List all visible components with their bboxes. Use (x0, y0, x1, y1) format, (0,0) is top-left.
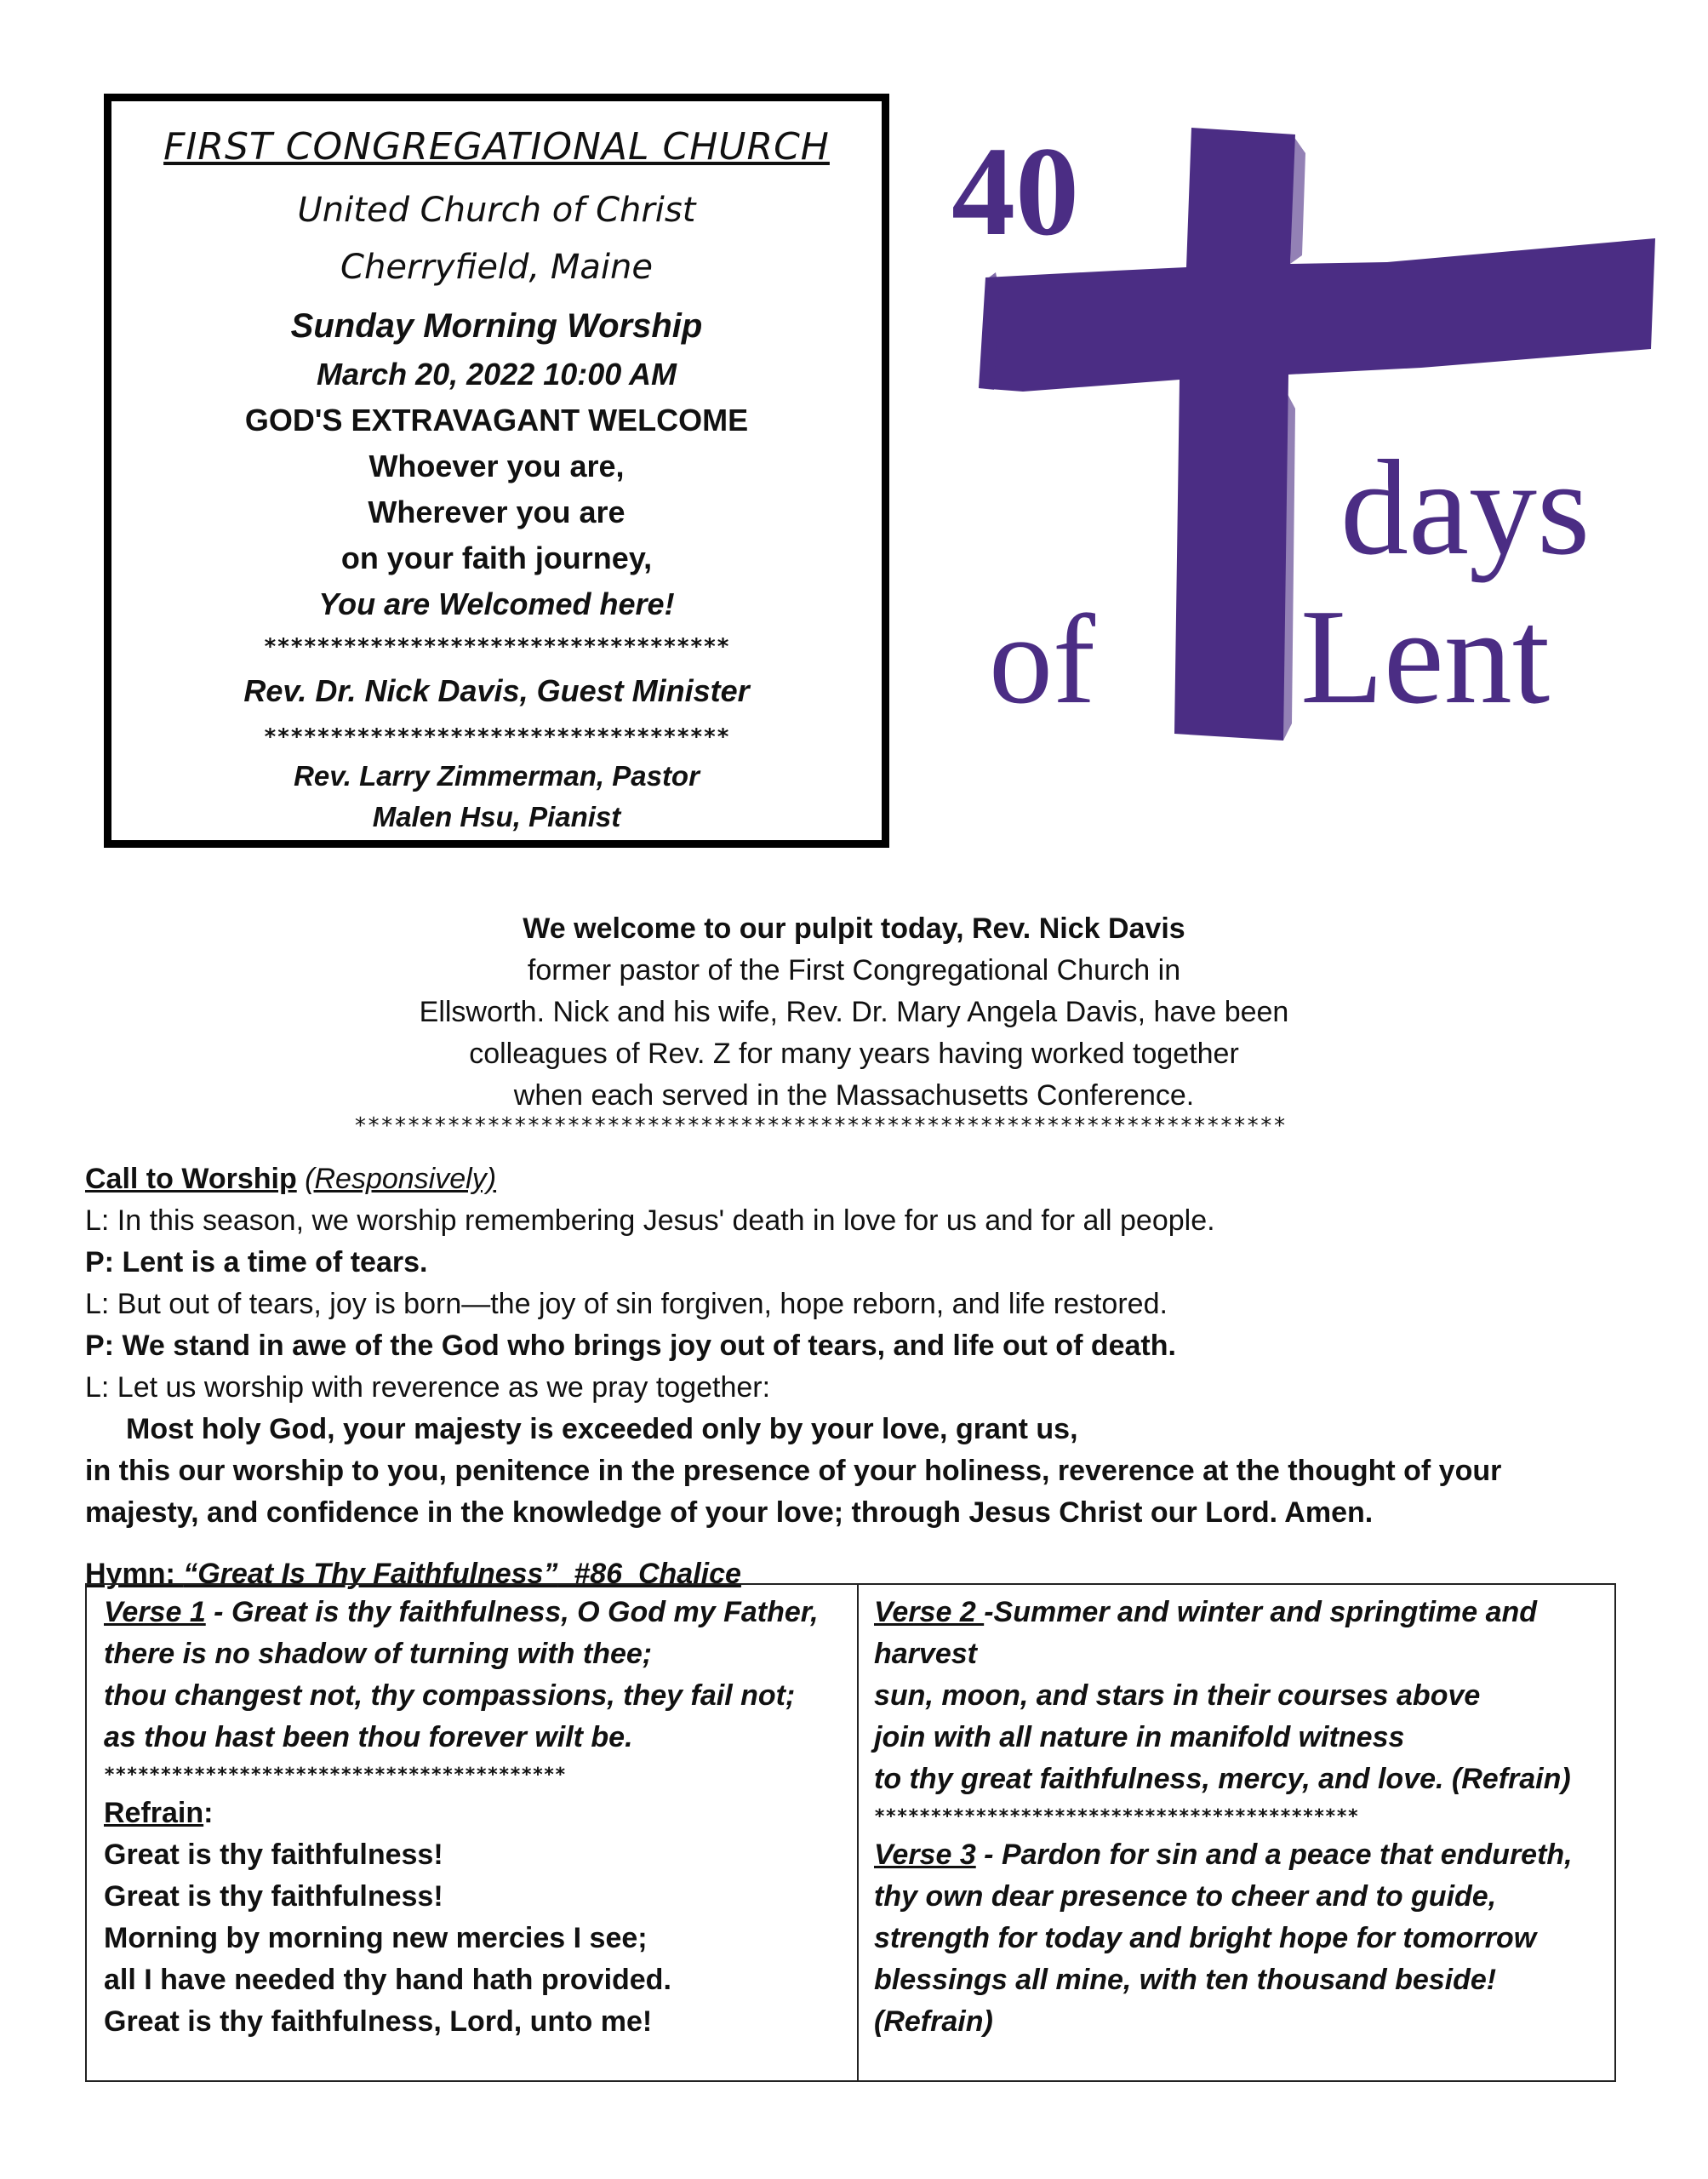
hymn-number: #86 Chalice (557, 1558, 741, 1590)
welcome-line: colleagues of Rev. Z for many years having worked together (469, 1038, 1239, 1070)
denomination: United Church of Christ (297, 191, 696, 230)
hymn-table (85, 1583, 1616, 2082)
leader-line: L: Let us worship with reverence as we pray together: (85, 1371, 771, 1404)
call-to-worship-title: Call to Worship (85, 1163, 297, 1195)
leader-line: L: In this season, we worship remembering Jesus' death in love for us and for all people. (85, 1204, 1215, 1237)
verse-line: -Summer and winter and springtime and (984, 1596, 1538, 1628)
stars-divider: *********************************** (263, 724, 730, 750)
verse-3-label: Verse 3 (874, 1839, 976, 1871)
refrain-heading (104, 1793, 819, 1834)
prayer-line: Most holy God, your majesty is exceeded only by your love, grant us, (126, 1413, 1078, 1445)
service-datetime: March 20, 2022 10:00 AM (317, 357, 677, 392)
verse-2-first-line (874, 1592, 1573, 1633)
theme: GOD'S EXTRAVAGANT WELCOME (244, 403, 749, 438)
refrain-colon: : (203, 1797, 214, 1829)
prayer-line: majesty, and confidence in the knowledge of your love; through Jesus Christ our Lord. Amen. (85, 1496, 1374, 1529)
stars-divider: *********************************** (263, 634, 730, 660)
guest-minister: Rev. Dr. Nick Davis, Guest Minister (243, 673, 750, 708)
verse-line: thou changest not, thy compassions, they fail not; (104, 1679, 796, 1712)
verse-2-label: Verse 2 (874, 1596, 985, 1628)
stars-divider: ***************************************** (104, 1764, 567, 1786)
lent-logo (945, 128, 1655, 741)
logo-word-lent: Lent (1300, 580, 1551, 732)
hymn-label: Hymn: (85, 1558, 184, 1590)
welcome-line: when each served in the Massachusetts Conference. (513, 1079, 1195, 1112)
hymn-title: “Great Is Thy Faithfulness” (183, 1558, 558, 1590)
service-title: Sunday Morning Worship (290, 307, 703, 345)
verse-1-label: Verse 1 (104, 1596, 206, 1628)
people-line: P: Lent is a time of tears. (85, 1246, 428, 1278)
refrain-line: Great is thy faithfulness, Lord, unto me! (104, 2005, 653, 2038)
verse-line: (Refrain) (874, 2005, 993, 2038)
welcome-line: Ellsworth. Nick and his wife, Rev. Dr. Mary Angela Davis, have been (419, 996, 1289, 1028)
verse-line: blessings all mine, with ten thousand beside! (874, 1964, 1497, 1996)
logo-word-of: of (989, 589, 1095, 730)
church-name: FIRST CONGREGATIONAL CHURCH (163, 125, 830, 169)
welcome-line: Whoever you are, (368, 449, 625, 483)
hymn-left-column (104, 1592, 819, 2043)
pianist: Malen Hsu, Pianist (372, 801, 621, 832)
verse-line: sun, moon, and stars in their courses above (874, 1679, 1481, 1712)
call-to-worship-heading (85, 1163, 496, 1196)
table-divider (857, 1585, 859, 2080)
verse-line: - Great is thy faithfulness, O God my Father, (205, 1596, 819, 1628)
verse-line: harvest (874, 1638, 977, 1670)
stars-divider: ******************************************* (874, 1806, 1359, 1827)
prayer-line: in this our worship to you, penitence in the presence of your holiness, reverence at the thought of your (85, 1455, 1502, 1487)
refrain-line: Great is thy faithfulness! (104, 1839, 443, 1871)
leader-line: L: But out of tears, joy is born—the joy of sin forgiven, hope reborn, and life restored. (85, 1288, 1168, 1320)
welcome-tag: You are Welcomed here! (318, 586, 675, 621)
hymn-right-column (874, 1592, 1573, 2043)
verse-3-first-line (874, 1834, 1573, 1876)
refrain-line: Morning by morning new mercies I see; (104, 1922, 648, 1954)
header-box (104, 94, 889, 848)
verse-line: there is no shadow of turning with thee; (104, 1638, 653, 1670)
verse-line: - Pardon for sin and a peace that endureth, (975, 1839, 1573, 1871)
refrain-line: Great is thy faithfulness! (104, 1880, 443, 1913)
logo-word-days: days (1340, 432, 1591, 583)
welcome-line: Wherever you are (368, 495, 626, 529)
verse-line: to thy great faithfulness, mercy, and love. (Refrain) (874, 1763, 1571, 1795)
welcome-line: on your faith journey, (340, 540, 653, 575)
pastor: Rev. Larry Zimmerman, Pastor (294, 760, 700, 792)
verse-line: thy own dear presence to cheer and to guide, (874, 1880, 1497, 1913)
verse-line: as thou hast been thou forever wilt be. (104, 1721, 633, 1753)
verse-line: strength for today and bright hope for tomorrow (874, 1922, 1537, 1954)
refrain-line: all I have needed thy hand hath provided. (104, 1964, 671, 1996)
call-to-worship-note: (Responsively) (305, 1163, 497, 1195)
people-line: P: We stand in awe of the God who brings joy out of tears, and life out of death. (85, 1330, 1176, 1362)
welcome-heading: We welcome to our pulpit today, Rev. Nick Davis (523, 912, 1185, 945)
verse-line: join with all nature in manifold witness (874, 1721, 1405, 1753)
verse-1-first-line (104, 1592, 819, 1633)
stars-divider: ********************************************************************** (353, 1113, 1287, 1139)
logo-number: 40 (951, 128, 1079, 262)
location: Cherryfield, Maine (340, 248, 653, 287)
refrain-label: Refrain (104, 1797, 204, 1829)
welcome-line: former pastor of the First Congregational Church in (527, 954, 1181, 987)
